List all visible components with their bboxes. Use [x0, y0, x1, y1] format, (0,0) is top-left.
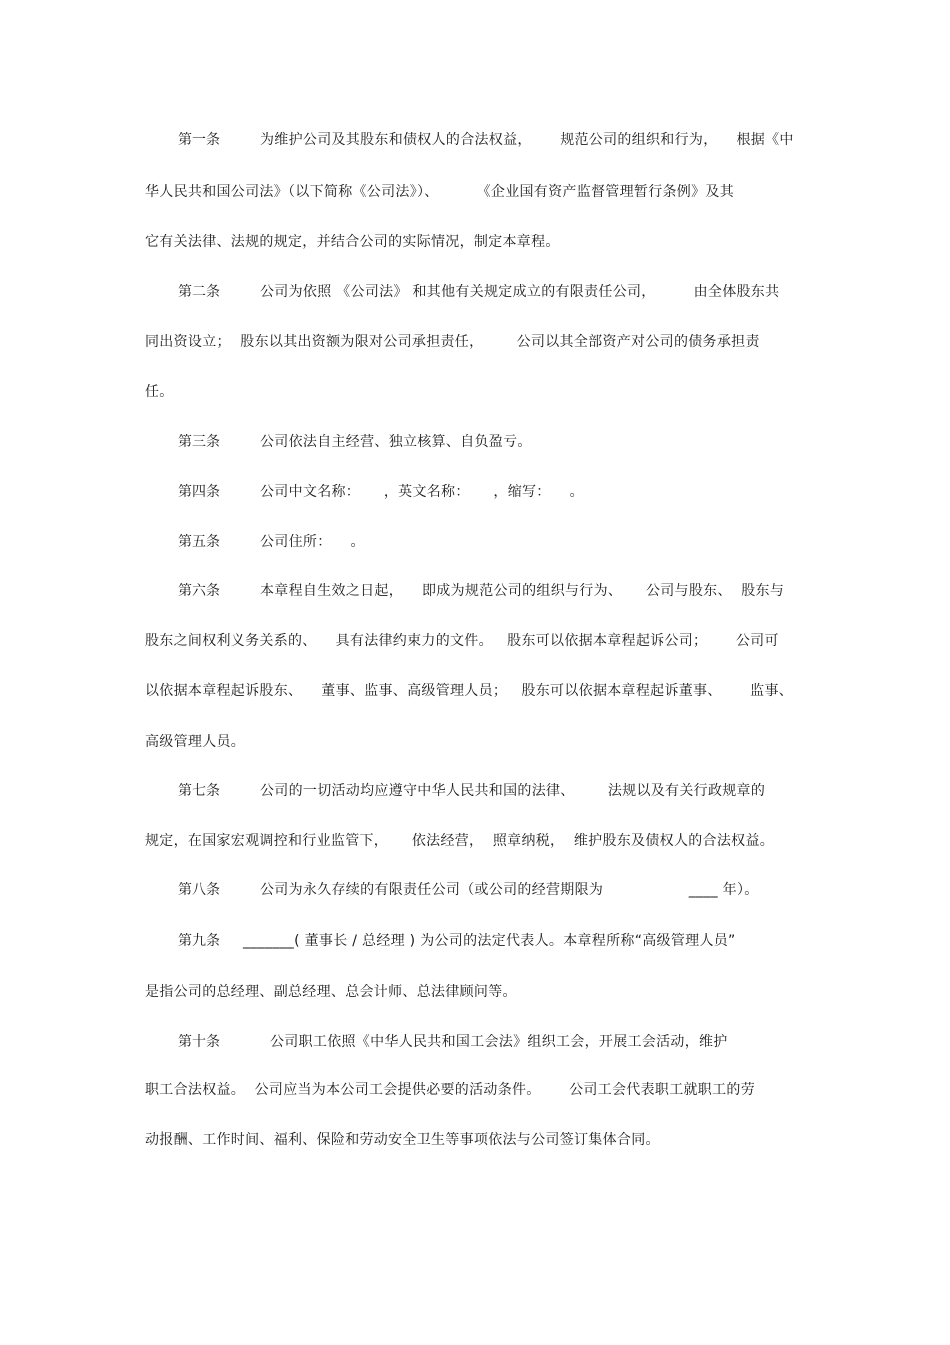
- article-text-line: 公司为依照 《公司法》 和其他有关规定成立的有限责任公司， 由全体股东共: [260, 284, 780, 300]
- article-label: 第九条: [178, 933, 220, 949]
- article-text-line: 华人民共和国公司法》（以下简称《公司法》）、 《企业国有资产监督管理暂行条例》及其: [145, 184, 734, 200]
- article-text-line: 规定，在国家宏观调控和行业监管下， 依法经营， 照章纳税， 维护股东及债权人的合法权益。: [145, 833, 775, 849]
- article-text-line: 公司为永久存续的有限责任公司（或公司的经营期限为 ____ 年）。: [260, 882, 759, 898]
- article-text-line: 任。: [145, 384, 174, 400]
- article-label: 第六条: [178, 583, 220, 599]
- article-text-line: 职工合法权益。 公司应当为本公司工会提供必要的活动条件。 公司工会代表职工就职工的劳: [145, 1082, 755, 1098]
- article-text-line: 公司职工依照《中华人民共和国工会法》组织工会，开展工会活动，维护: [270, 1034, 728, 1050]
- article-text-line: _______( 董事长 / 总经理 ) 为公司的法定代表人。本章程所称“高级管理人员”: [243, 933, 736, 949]
- article-label: 第八条: [178, 882, 220, 898]
- article-text-line: 股东之间权利义务关系的、 具有法律约束力的文件。 股东可以依据本章程起诉公司； 公司可: [145, 633, 779, 649]
- article-text-line: 公司中文名称： ，英文名称： ，缩写： 。: [260, 484, 584, 500]
- article-text-line: 公司依法自主经营、独立核算、自负盈亏。: [260, 434, 532, 450]
- article-text-line: 高级管理人员。: [145, 734, 246, 750]
- article-label: 第五条: [178, 534, 220, 550]
- article-text-line: 是指公司的总经理、副总经理、总会计师、总法律顾问等。: [145, 984, 517, 1000]
- article-text-line: 它有关法律、法规的规定，并结合公司的实际情况，制定本章程。: [145, 234, 560, 250]
- article-text-line: 以依据本章程起诉股东、 董事、监事、高级管理人员； 股东可以依据本章程起诉董事、 监事、: [145, 683, 794, 699]
- article-text-line: 公司住所： 。: [260, 534, 365, 550]
- article-label: 第一条: [178, 132, 220, 148]
- article-text-line: 公司的一切活动均应遵守中华人民共和国的法律、 法规以及有关行政规章的: [260, 783, 766, 799]
- article-label: 第二条: [178, 284, 220, 300]
- article-text-line: 为维护公司及其股东和债权人的合法权益， 规范公司的组织和行为， 根据《中: [260, 132, 794, 148]
- article-text-line: 动报酬、工作时间、福利、保险和劳动安全卫生等事项依法与公司签订集体合同。: [145, 1132, 660, 1148]
- article-label: 第十条: [178, 1034, 220, 1050]
- article-label: 第三条: [178, 434, 220, 450]
- article-text-line: 同出资设立； 股东以其出资额为限对公司承担责任， 公司以其全部资产对公司的债务承担责: [145, 334, 760, 350]
- article-label: 第四条: [178, 484, 220, 500]
- article-label: 第七条: [178, 783, 220, 799]
- article-text-line: 本章程自生效之日起， 即成为规范公司的组织与行为、 公司与股东、 股东与: [260, 583, 785, 599]
